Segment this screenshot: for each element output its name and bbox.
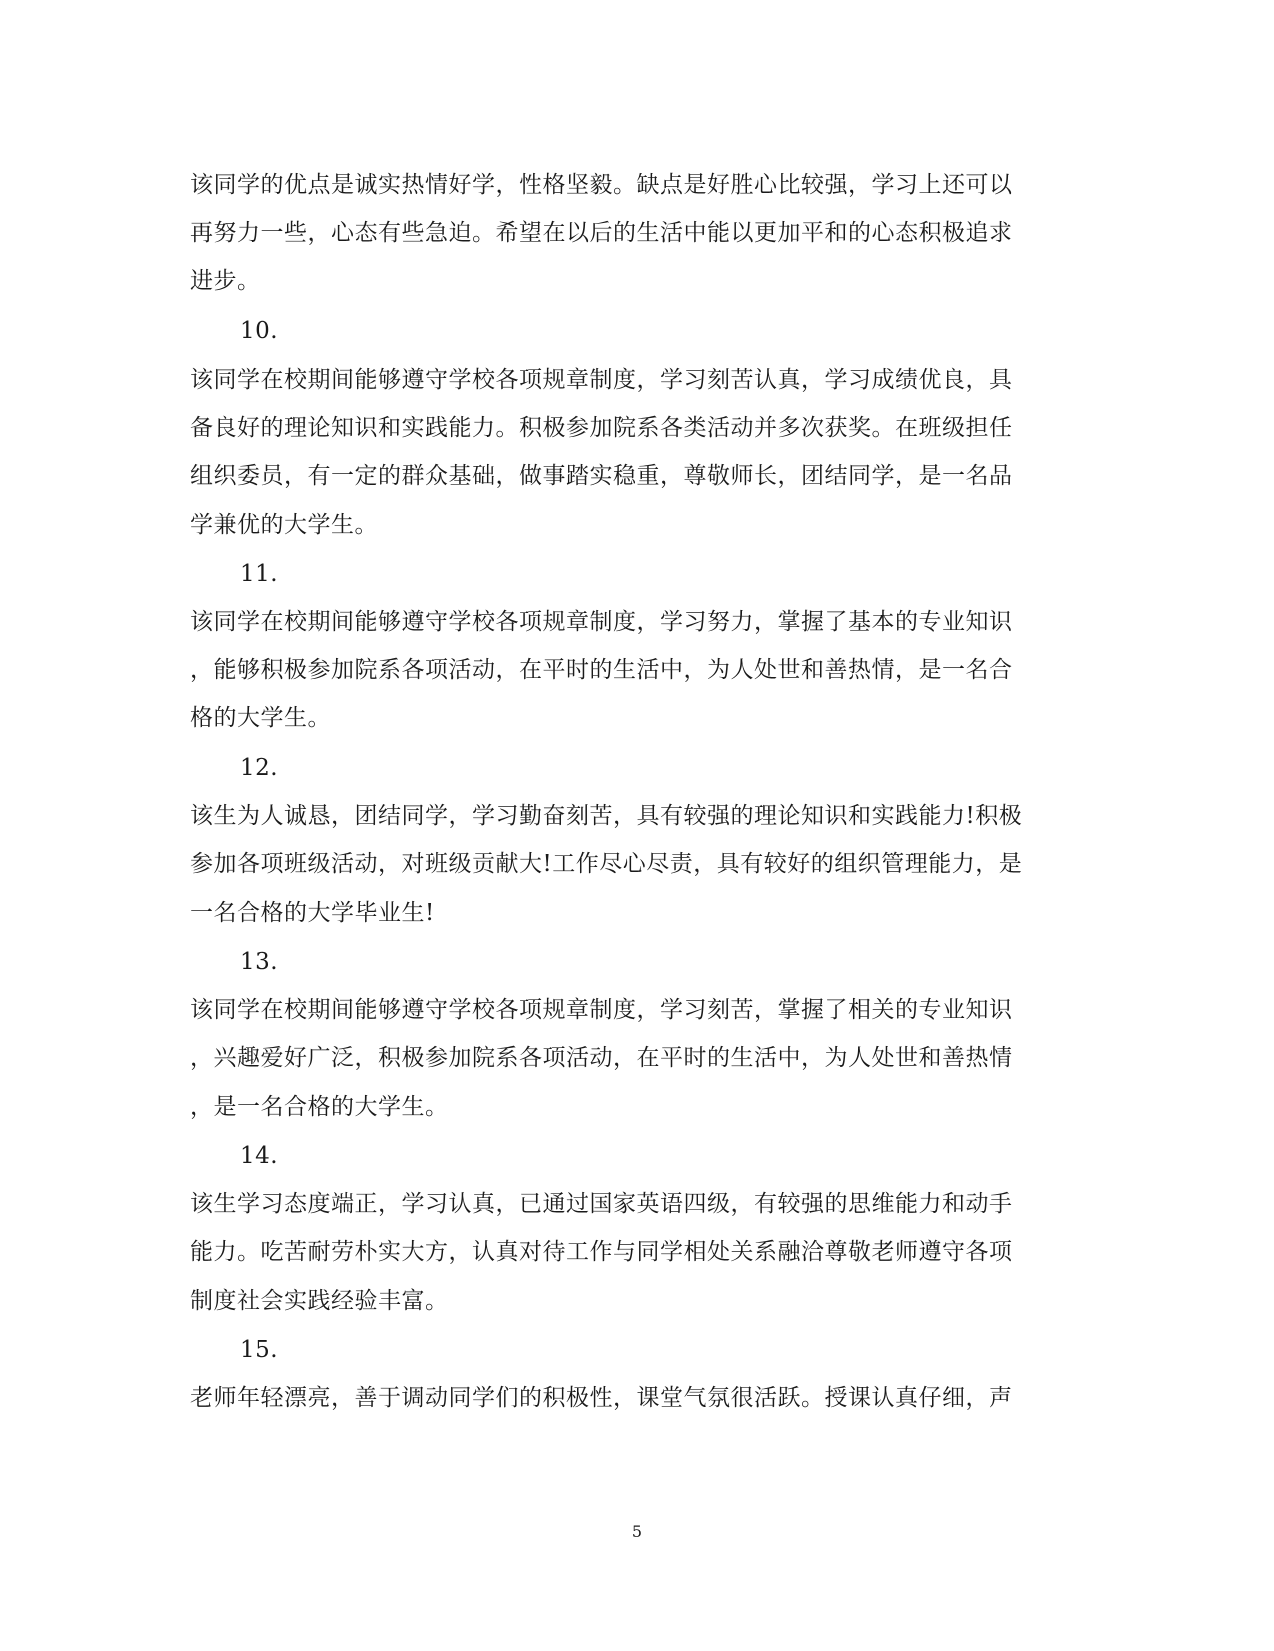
item-number: 12.: [240, 755, 279, 781]
text-line: ，能够积极参加院系各项活动，在平时的生活中，为人处世和善热情，是一名合: [190, 657, 1013, 683]
text-line: 该同学在校期间能够遵守学校各项规章制度，学习刻苦，掌握了相关的专业知识: [190, 997, 1013, 1023]
text-line: 该同学在校期间能够遵守学校各项规章制度，学习刻苦认真，学习成绩优良，具: [190, 367, 1013, 393]
item-number: 15.: [240, 1337, 279, 1363]
text-line: 学兼优的大学生。: [190, 512, 378, 538]
text-line: 该生为人诚恳，团结同学，学习勤奋刻苦，具有较强的理论知识和实践能力!积极: [190, 803, 1023, 829]
text-line: 能力。吃苦耐劳朴实大方，认真对待工作与同学相处关系融洽尊敬老师遵守各项: [190, 1239, 1013, 1265]
text-line: 参加各项班级活动，对班级贡献大!工作尽心尽责，具有较好的组织管理能力，是: [190, 851, 1023, 877]
text-line: 该生学习态度端正，学习认真，已通过国家英语四级，有较强的思维能力和动手: [190, 1191, 1013, 1217]
text-line: 进步。: [190, 268, 261, 294]
text-line: 老师年轻漂亮，善于调动同学们的积极性，课堂气氛很活跃。授课认真仔细，声: [190, 1385, 1013, 1411]
text-line: ，兴趣爱好广泛，积极参加院系各项活动，在平时的生活中，为人处世和善热情: [190, 1045, 1013, 1071]
text-line: 再努力一些，心态有些急迫。希望在以后的生活中能以更加平和的心态积极追求: [190, 220, 1013, 246]
text-line: 该同学在校期间能够遵守学校各项规章制度，学习努力，掌握了基本的专业知识: [190, 609, 1013, 635]
page-number: 5: [631, 1522, 643, 1541]
text-line: 该同学的优点是诚实热情好学，性格坚毅。缺点是好胜心比较强，学习上还可以: [190, 172, 1013, 198]
item-number: 14.: [240, 1143, 279, 1169]
text-line: 制度社会实践经验丰富。: [190, 1288, 449, 1314]
item-number: 13.: [240, 949, 279, 975]
text-line: 一名合格的大学毕业生!: [190, 900, 435, 926]
text-line: ，是一名合格的大学生。: [190, 1094, 449, 1120]
item-number: 11.: [240, 561, 279, 587]
text-line: 组织委员，有一定的群众基础，做事踏实稳重，尊敬师长，团结同学，是一名品: [190, 463, 1013, 489]
text-line: 备良好的理论知识和实践能力。积极参加院系各类活动并多次获奖。在班级担任: [190, 415, 1013, 441]
text-line: 格的大学生。: [190, 705, 331, 731]
item-number: 10.: [240, 318, 279, 344]
